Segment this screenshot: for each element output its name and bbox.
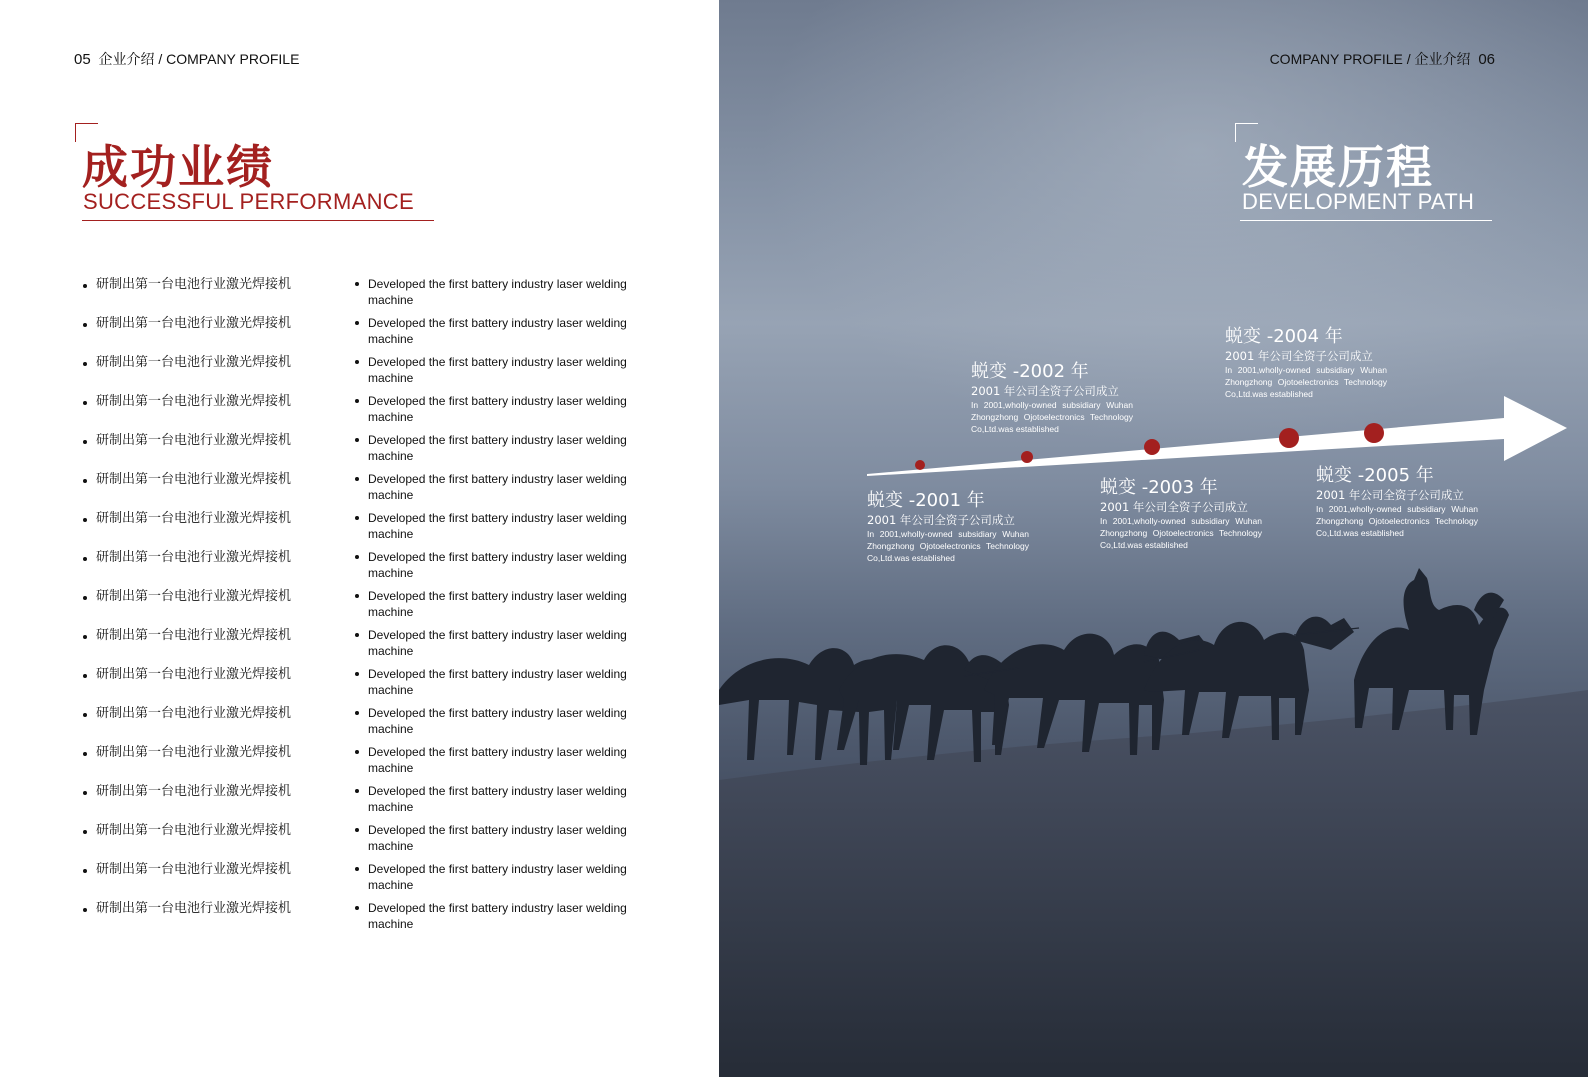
bullet-icon bbox=[355, 672, 359, 676]
performance-text-en: Developed the first battery industry laser welding machine bbox=[368, 355, 627, 385]
performance-item-cn bbox=[80, 666, 352, 705]
bullet-icon bbox=[83, 518, 87, 522]
performance-text-cn: 研制出第一台电池行业激光焊接机 bbox=[96, 862, 292, 877]
timeline-marker bbox=[1021, 451, 1033, 463]
performance-text-en: Developed the first battery industry laser welding machine bbox=[368, 433, 627, 463]
performance-text-en: Developed the first battery industry laser welding machine bbox=[368, 511, 627, 541]
performance-item-en bbox=[352, 315, 640, 354]
milestone bbox=[971, 361, 1133, 435]
performance-text-cn: 研制出第一台电池行业激光焊接机 bbox=[96, 745, 292, 760]
bullet-icon bbox=[355, 750, 359, 754]
performance-text-en: Developed the first battery industry laser welding machine bbox=[368, 472, 627, 502]
performance-text-cn: 研制出第一台电池行业激光焊接机 bbox=[96, 355, 292, 370]
timeline-marker bbox=[915, 460, 925, 470]
performance-item-en bbox=[352, 276, 640, 315]
performance-item bbox=[80, 276, 640, 315]
performance-text-en: Developed the first battery industry laser welding machine bbox=[368, 823, 627, 853]
bullet-icon bbox=[355, 594, 359, 598]
performance-item-cn bbox=[80, 276, 352, 315]
performance-text-en: Developed the first battery industry laser welding machine bbox=[368, 862, 627, 892]
performance-text-cn: 研制出第一台电池行业激光焊接机 bbox=[96, 589, 292, 604]
milestone bbox=[1225, 326, 1387, 400]
performance-text-en: Developed the first battery industry laser welding machine bbox=[368, 745, 627, 775]
performance-item bbox=[80, 900, 640, 939]
performance-text-cn: 研制出第一台电池行业激光焊接机 bbox=[96, 511, 292, 526]
performance-text-en: Developed the first battery industry laser welding machine bbox=[368, 550, 627, 580]
title-underline bbox=[82, 220, 434, 221]
performance-item-cn bbox=[80, 705, 352, 744]
bullet-icon bbox=[83, 752, 87, 756]
performance-text-en: Developed the first battery industry laser welding machine bbox=[368, 901, 627, 931]
bullet-icon bbox=[355, 399, 359, 403]
right-page bbox=[719, 0, 1588, 1077]
performance-list bbox=[80, 276, 640, 939]
milestone-subtitle: 2001 年公司全资子公司成立 bbox=[867, 513, 1015, 527]
performance-item-en bbox=[352, 588, 640, 627]
performance-text-en: Developed the first battery industry laser welding machine bbox=[368, 316, 627, 346]
bullet-icon bbox=[355, 360, 359, 364]
performance-item-en bbox=[352, 471, 640, 510]
milestone-subtitle: 2001 年公司全资子公司成立 bbox=[1316, 488, 1464, 502]
performance-item-cn bbox=[80, 549, 352, 588]
bullet-icon bbox=[83, 284, 87, 288]
section-separator: / bbox=[158, 51, 163, 67]
bullet-icon bbox=[355, 321, 359, 325]
performance-item bbox=[80, 393, 640, 432]
performance-item-cn bbox=[80, 315, 352, 354]
timeline-marker bbox=[1364, 423, 1384, 443]
milestone-title: 蜕变 -2005 年 bbox=[1316, 465, 1434, 486]
performance-item-en bbox=[352, 900, 640, 939]
bullet-icon bbox=[83, 440, 87, 444]
bullet-icon bbox=[355, 906, 359, 910]
performance-item-cn bbox=[80, 627, 352, 666]
performance-item-en bbox=[352, 822, 640, 861]
bullet-icon bbox=[355, 477, 359, 481]
milestone-description: In 2001,wholly-owned subsidiary Wuhan Zhongzhong Ojotoelectronics Technology Co,Ltd.was established bbox=[867, 529, 1029, 563]
performance-item-en bbox=[352, 744, 640, 783]
bullet-icon bbox=[83, 362, 87, 366]
performance-item-cn bbox=[80, 822, 352, 861]
performance-item-cn bbox=[80, 900, 352, 939]
bullet-icon bbox=[355, 711, 359, 715]
performance-item-cn bbox=[80, 783, 352, 822]
performance-text-cn: 研制出第一台电池行业激光焊接机 bbox=[96, 433, 292, 448]
bullet-icon bbox=[83, 635, 87, 639]
bullet-icon bbox=[355, 867, 359, 871]
bullet-icon bbox=[355, 828, 359, 832]
milestone-subtitle: 2001 年公司全资子公司成立 bbox=[1225, 349, 1373, 363]
milestone-description: In 2001,wholly-owned subsidiary Wuhan Zhongzhong Ojotoelectronics Technology Co,Ltd.was established bbox=[1100, 516, 1262, 550]
bullet-icon bbox=[83, 401, 87, 405]
performance-text-en: Developed the first battery industry laser welding machine bbox=[368, 628, 627, 658]
performance-item bbox=[80, 471, 640, 510]
performance-item-en bbox=[352, 549, 640, 588]
performance-text-cn: 研制出第一台电池行业激光焊接机 bbox=[96, 394, 292, 409]
performance-item bbox=[80, 549, 640, 588]
section-name-en: COMPANY PROFILE bbox=[166, 51, 300, 67]
milestone-subtitle: 2001 年公司全资子公司成立 bbox=[971, 384, 1119, 398]
performance-text-en: Developed the first battery industry laser welding machine bbox=[368, 706, 627, 736]
milestone-title: 蜕变 -2004 年 bbox=[1225, 326, 1343, 347]
performance-text-cn: 研制出第一台电池行业激光焊接机 bbox=[96, 823, 292, 838]
performance-item bbox=[80, 705, 640, 744]
performance-item bbox=[80, 822, 640, 861]
performance-text-cn: 研制出第一台电池行业激光焊接机 bbox=[96, 784, 292, 799]
performance-item-en bbox=[352, 393, 640, 432]
milestone-title: 蜕变 -2002 年 bbox=[971, 361, 1089, 382]
milestone bbox=[1316, 465, 1478, 539]
bullet-icon bbox=[83, 557, 87, 561]
performance-text-cn: 研制出第一台电池行业激光焊接机 bbox=[96, 706, 292, 721]
milestone bbox=[1100, 477, 1262, 551]
performance-text-cn: 研制出第一台电池行业激光焊接机 bbox=[96, 628, 292, 643]
bullet-icon bbox=[355, 789, 359, 793]
performance-item-cn bbox=[80, 432, 352, 471]
performance-item bbox=[80, 861, 640, 900]
milestone-description: In 2001,wholly-owned subsidiary Wuhan Zhongzhong Ojotoelectronics Technology Co,Ltd.was established bbox=[1316, 504, 1478, 538]
performance-text-cn: 研制出第一台电池行业激光焊接机 bbox=[96, 667, 292, 682]
performance-item-cn bbox=[80, 354, 352, 393]
performance-text-en: Developed the first battery industry laser welding machine bbox=[368, 277, 627, 307]
performance-item bbox=[80, 510, 640, 549]
performance-item-cn bbox=[80, 510, 352, 549]
bullet-icon bbox=[83, 479, 87, 483]
page-title: 成功业绩 bbox=[82, 140, 274, 194]
page-subtitle: SUCCESSFUL PERFORMANCE bbox=[83, 189, 414, 214]
timeline-marker bbox=[1144, 439, 1160, 455]
performance-item bbox=[80, 354, 640, 393]
section-name-en: COMPANY PROFILE bbox=[1269, 51, 1403, 67]
left-page bbox=[0, 0, 719, 1077]
performance-item bbox=[80, 666, 640, 705]
performance-item-cn bbox=[80, 744, 352, 783]
bullet-icon bbox=[355, 633, 359, 637]
performance-item-en bbox=[352, 627, 640, 666]
milestone-title: 蜕变 -2001 年 bbox=[867, 490, 985, 511]
performance-item-en bbox=[352, 354, 640, 393]
bullet-icon bbox=[355, 282, 359, 286]
timeline-marker bbox=[1279, 428, 1299, 448]
milestone-description: In 2001,wholly-owned subsidiary Wuhan Zhongzhong Ojotoelectronics Technology Co,Ltd.was established bbox=[971, 400, 1133, 434]
milestone-title: 蜕变 -2003 年 bbox=[1100, 477, 1218, 498]
section-name-cn: 企业介绍 bbox=[1414, 51, 1471, 67]
performance-item-cn bbox=[80, 861, 352, 900]
performance-item-en bbox=[352, 432, 640, 471]
performance-item-cn bbox=[80, 393, 352, 432]
performance-item bbox=[80, 627, 640, 666]
bullet-icon bbox=[83, 596, 87, 600]
performance-text-cn: 研制出第一台电池行业激光焊接机 bbox=[96, 901, 292, 916]
performance-item bbox=[80, 744, 640, 783]
performance-item-cn bbox=[80, 471, 352, 510]
performance-item-en bbox=[352, 783, 640, 822]
performance-text-en: Developed the first battery industry laser welding machine bbox=[368, 589, 627, 619]
page-number: 05 bbox=[74, 51, 91, 68]
performance-item bbox=[80, 432, 640, 471]
performance-text-cn: 研制出第一台电池行业激光焊接机 bbox=[96, 472, 292, 487]
performance-text-cn: 研制出第一台电池行业激光焊接机 bbox=[96, 550, 292, 565]
bullet-icon bbox=[355, 555, 359, 559]
page-subtitle: DEVELOPMENT PATH bbox=[1242, 189, 1475, 214]
page-title: 发展历程 bbox=[1242, 140, 1434, 194]
performance-item bbox=[80, 588, 640, 627]
performance-item bbox=[80, 315, 640, 354]
page-header-left bbox=[74, 49, 299, 69]
section-separator: / bbox=[1406, 51, 1411, 67]
bullet-icon bbox=[83, 713, 87, 717]
bullet-icon bbox=[83, 830, 87, 834]
performance-item-en bbox=[352, 705, 640, 744]
bullet-icon bbox=[83, 869, 87, 873]
bullet-icon bbox=[83, 674, 87, 678]
bullet-icon bbox=[83, 323, 87, 327]
performance-text-en: Developed the first battery industry laser welding machine bbox=[368, 784, 627, 814]
bullet-icon bbox=[355, 438, 359, 442]
bullet-icon bbox=[355, 516, 359, 520]
milestone-subtitle: 2001 年公司全资子公司成立 bbox=[1100, 500, 1248, 514]
performance-text-cn: 研制出第一台电池行业激光焊接机 bbox=[96, 277, 292, 292]
section-name-cn: 企业介绍 bbox=[98, 51, 155, 67]
performance-item bbox=[80, 783, 640, 822]
performance-item-en bbox=[352, 666, 640, 705]
performance-text-cn: 研制出第一台电池行业激光焊接机 bbox=[96, 316, 292, 331]
performance-item-cn bbox=[80, 588, 352, 627]
bullet-icon bbox=[83, 791, 87, 795]
performance-text-en: Developed the first battery industry laser welding machine bbox=[368, 394, 627, 424]
bullet-icon bbox=[83, 908, 87, 912]
page-number: 06 bbox=[1478, 51, 1495, 68]
performance-text-en: Developed the first battery industry laser welding machine bbox=[368, 667, 627, 697]
performance-item-en bbox=[352, 861, 640, 900]
performance-item-en bbox=[352, 510, 640, 549]
milestone bbox=[867, 490, 1029, 564]
milestone-description: In 2001,wholly-owned subsidiary Wuhan Zhongzhong Ojotoelectronics Technology Co,Ltd.was established bbox=[1225, 365, 1387, 399]
